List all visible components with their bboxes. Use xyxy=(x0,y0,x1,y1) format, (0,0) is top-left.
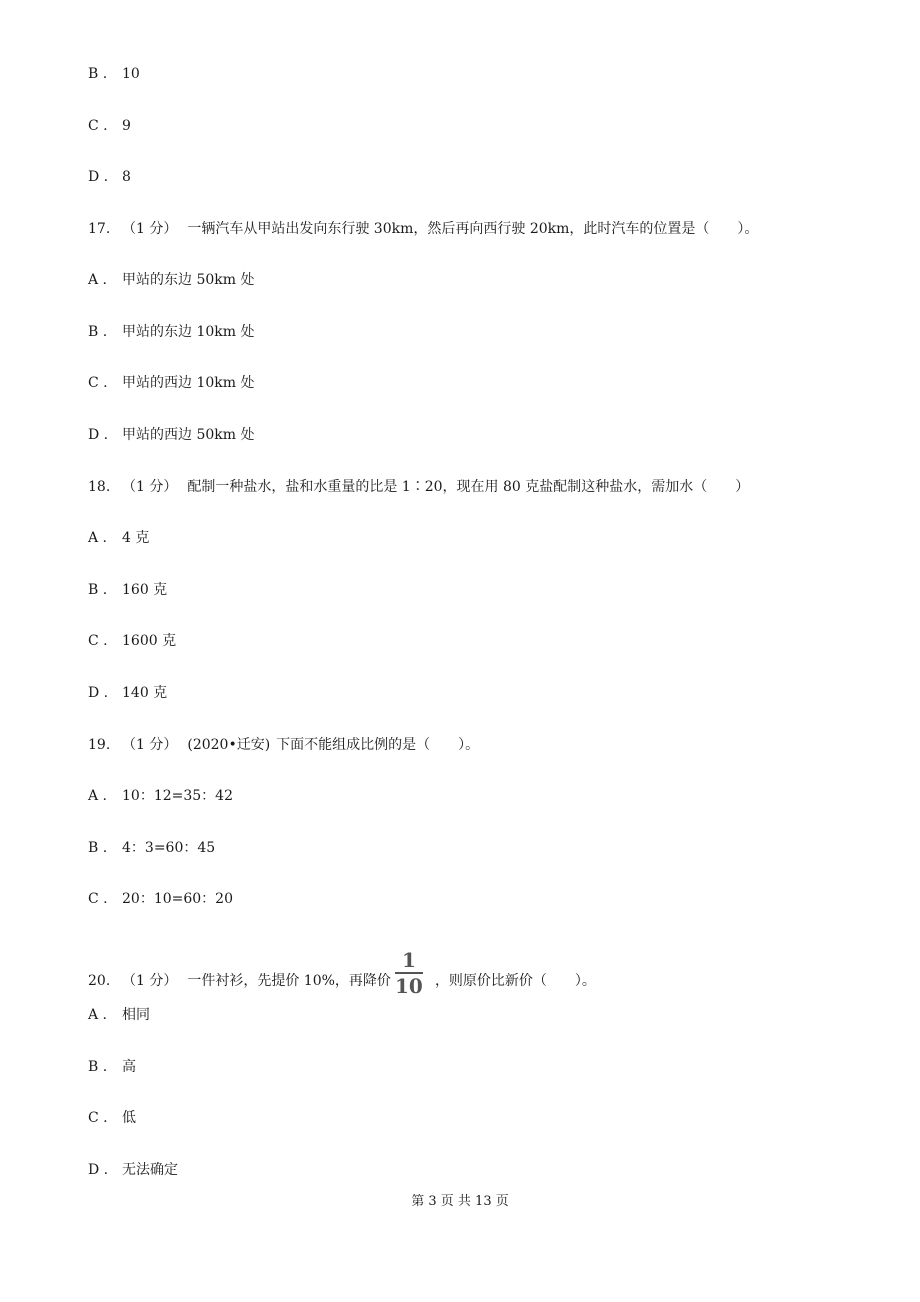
option-letter: C . xyxy=(88,633,108,649)
question-text: 一件衬衫，先提价 10%，再降价 xyxy=(187,973,391,989)
option-letter: C . xyxy=(88,891,108,907)
option-text: 1600 克 xyxy=(122,633,177,649)
question-text-continued: ，则原价比新价（ ）。 xyxy=(434,973,596,989)
option-text: 甲站的东边 10km 处 xyxy=(122,324,255,340)
q18-option-a xyxy=(88,528,149,548)
option-text: 甲站的西边 50km 处 xyxy=(122,427,255,443)
fraction-one-tenth xyxy=(395,950,423,996)
question-score: （1 分） xyxy=(122,479,178,495)
question-text: 下面不能组成比例的是（ ）。 xyxy=(276,737,480,753)
option-text: 160 克 xyxy=(122,582,168,598)
q16-option-c xyxy=(88,116,131,136)
option-text: 相同 xyxy=(122,1007,150,1023)
option-letter: D . xyxy=(88,1162,109,1178)
q17-option-a xyxy=(88,270,254,290)
question-score: （1 分） xyxy=(122,221,178,237)
option-text: 140 克 xyxy=(122,685,168,701)
option-letter: B . xyxy=(88,1059,108,1075)
option-letter: A . xyxy=(88,788,108,804)
option-text: 甲站的西边 10km 处 xyxy=(122,375,255,391)
question-number: 19. xyxy=(88,737,111,753)
option-text: 8 xyxy=(122,169,131,185)
option-letter: A . xyxy=(88,272,108,288)
q19-option-a xyxy=(88,786,233,806)
q20-option-d xyxy=(88,1160,178,1180)
option-text: 甲站的东边 50km 处 xyxy=(122,272,255,288)
q19-option-b xyxy=(88,838,215,858)
option-letter: B . xyxy=(88,324,108,340)
q18-option-d xyxy=(88,683,167,703)
question-number: 20. xyxy=(88,973,111,989)
q17-stem xyxy=(88,219,758,239)
question-number: 18. xyxy=(88,479,111,495)
q19-stem xyxy=(88,735,479,755)
option-letter: D . xyxy=(88,685,109,701)
fraction-denominator: 10 xyxy=(395,974,423,998)
q18-option-b xyxy=(88,580,167,600)
page-footer: 第 3 页 共 13 页 xyxy=(411,1194,509,1209)
question-text: 一辆汽车从甲站出发向东行驶 30km，然后再向西行驶 20km，此时汽车的位置是（ ）。 xyxy=(187,221,759,237)
option-text: 4 克 xyxy=(122,530,150,546)
q16-option-b xyxy=(88,64,140,84)
q19-option-c xyxy=(88,889,233,909)
option-text: 低 xyxy=(122,1110,136,1126)
option-letter: B . xyxy=(88,582,108,598)
option-letter: C . xyxy=(88,118,108,134)
q20-option-b xyxy=(88,1057,136,1077)
question-source: (2020•迁安) xyxy=(187,737,271,753)
q20-stem xyxy=(88,948,596,1004)
q18-stem xyxy=(88,477,749,497)
q20-option-c xyxy=(88,1108,136,1128)
question-number: 17. xyxy=(88,221,111,237)
question-score: （1 分） xyxy=(122,737,178,753)
q18-option-c xyxy=(88,631,176,651)
option-text: 9 xyxy=(122,118,131,134)
option-letter: D . xyxy=(88,169,109,185)
q17-option-d xyxy=(88,425,254,445)
option-letter: B . xyxy=(88,840,108,856)
option-letter: C . xyxy=(88,1110,108,1126)
fraction-numerator: 1 xyxy=(401,948,416,972)
option-text: 4：3=60：45 xyxy=(122,840,216,856)
option-letter: D . xyxy=(88,427,109,443)
option-text: 10 xyxy=(122,66,140,82)
question-text: 配制一种盐水，盐和水重量的比是 1∶20，现在用 80 克盐配制这种盐水，需加水（ ） xyxy=(187,479,750,495)
q16-option-d xyxy=(88,167,131,187)
option-letter: C . xyxy=(88,375,108,391)
q17-option-c xyxy=(88,373,254,393)
question-score: （1 分） xyxy=(122,973,178,989)
option-text: 10：12=35：42 xyxy=(122,788,233,804)
option-text: 20：10=60：20 xyxy=(122,891,233,907)
q20-option-a xyxy=(88,1005,150,1025)
option-letter: A . xyxy=(88,1007,108,1023)
option-text: 高 xyxy=(122,1059,136,1075)
option-letter: A . xyxy=(88,530,108,546)
option-text: 无法确定 xyxy=(122,1162,178,1178)
q17-option-b xyxy=(88,322,254,342)
option-letter: B . xyxy=(88,66,108,82)
